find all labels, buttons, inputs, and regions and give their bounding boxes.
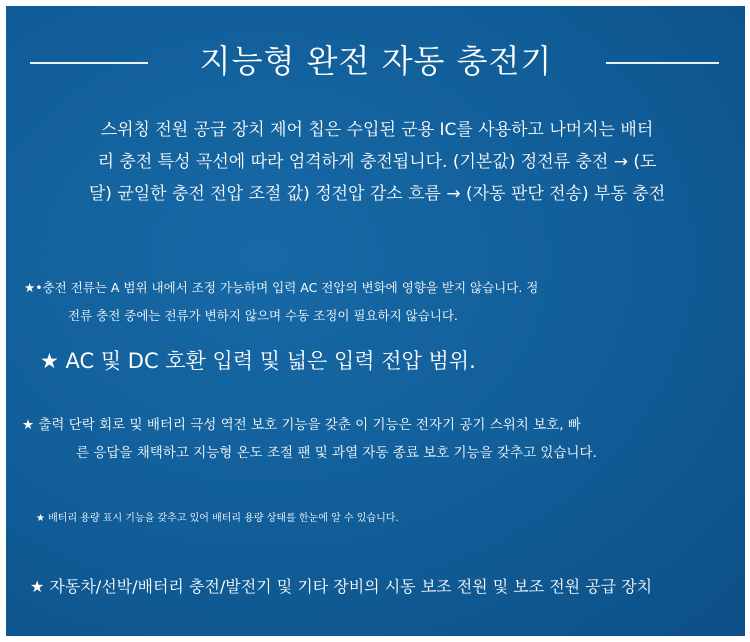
intro-line: 리 충전 특성 곡선에 따라 엄격하게 충전됩니다. (기본값) 정전류 충전 → (도	[97, 152, 657, 172]
feature-protection	[22, 411, 742, 467]
feature-ac-dc-input: ★ AC 및 DC 호환 입력 및 넓은 입력 전압 범위.	[40, 349, 476, 373]
intro-line: 달) 균일한 충전 전압 조절 값) 정전압 감소 흐름 → (자동 판단 전송) 부동 충전	[88, 184, 666, 204]
feature-charging-current	[24, 274, 724, 330]
feature-applications: ★ 자동차/선박/배터리 충전/발전기 및 기타 장비의 시동 보조 전원 및 보조 전원 공급 장치	[30, 577, 653, 596]
feature-line: 른 응답을 채택하고 지능형 온도 조절 팬 및 과열 자동 종료 보호 기능을 갖추고 있습니다.	[76, 445, 597, 461]
feature-capacity-display: ★ 배터리 용량 표시 기능을 갖추고 있어 배터리 용량 상태를 한눈에 알 수 있습니다.	[36, 513, 399, 524]
intro-line: 스위칭 전원 공급 장치 제어 칩은 수입된 군용 IC를 사용하고 나머지는 배터	[100, 120, 654, 140]
title-rule-left	[30, 62, 148, 64]
page-title: 지능형 완전 자동 충전기	[199, 42, 553, 80]
title-rule-right	[606, 62, 719, 64]
product-info-panel	[6, 6, 745, 636]
feature-line: 전류 충전 중에는 전류가 변하지 않으며 수동 조정이 필요하지 않습니다.	[68, 308, 458, 323]
feature-line: ★ 출력 단락 회로 및 배터리 극성 역전 보호 기능을 갖춘 이 기능은 전자기 공기 스위치 보호, 빠	[22, 417, 581, 433]
intro-paragraph	[32, 114, 722, 210]
title-row	[6, 36, 745, 86]
feature-line: ★•충전 전류는 A 범위 내에서 조정 가능하며 입력 AC 전압의 변화에 영향을 받지 않습니다. 정	[24, 280, 539, 295]
